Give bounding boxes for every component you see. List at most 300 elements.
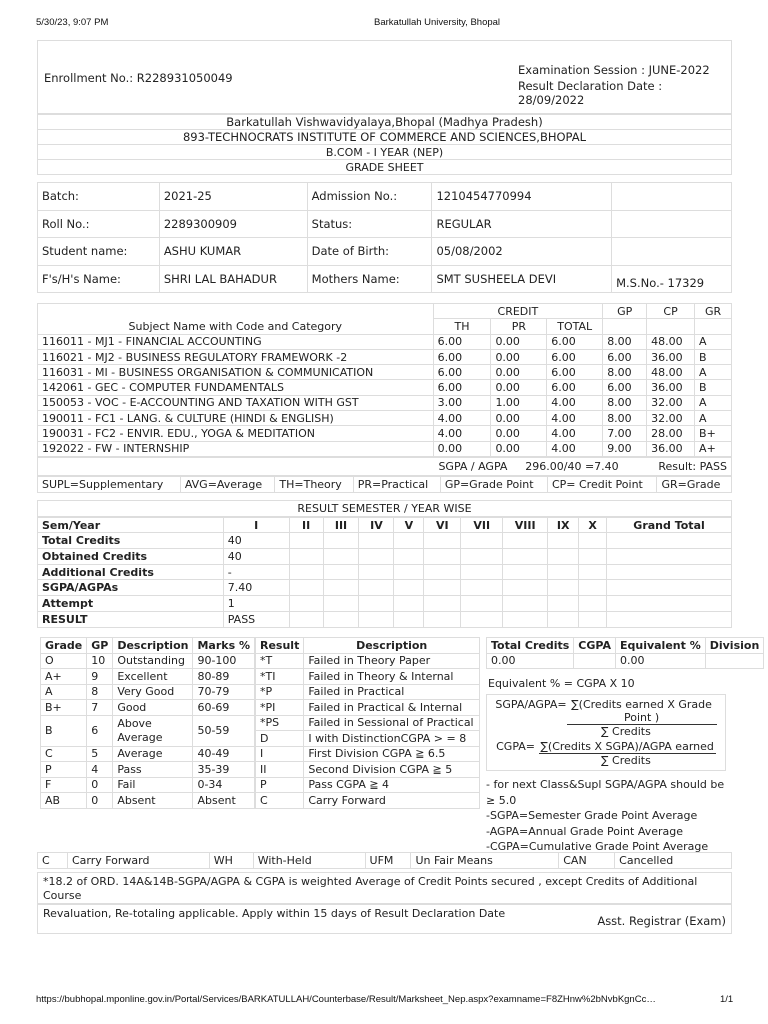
sem-row-empty (461, 596, 503, 612)
grade-cell: 9 (87, 669, 113, 685)
sem-row-i: 1 (223, 596, 289, 612)
declaration-date: Result Declaration Date : 28/09/2022 (518, 79, 663, 107)
revaluation-note: Revaluation, Re-totaling applicable. Apply within 15 days of Result Declaration Date (43, 907, 506, 920)
grade-cell: Very Good (113, 684, 193, 700)
cgpa-formula-lhs: CGPA= (496, 740, 539, 753)
grade-cell: Fail (113, 777, 193, 793)
sem-header-cell: III (323, 517, 359, 533)
sem-row-empty (323, 549, 359, 565)
sem-row-empty (503, 564, 548, 580)
cp-header: CP (647, 304, 695, 319)
subject-pr: 1.00 (491, 395, 547, 410)
subject-name: 190011 - FC1 - LANG. & CULTURE (HINDI & ENGLISH) (38, 411, 434, 426)
grade-cell: B+ (41, 700, 87, 716)
sem-row-empty (424, 611, 461, 627)
subject-row (38, 441, 732, 456)
sem-header-cell: X (579, 517, 607, 533)
sem-row-empty (424, 564, 461, 580)
subject-cp: 36.00 (647, 380, 695, 395)
subject-pr: 0.00 (491, 334, 547, 349)
sem-row (38, 580, 732, 596)
subject-gr: B (695, 380, 732, 395)
subject-name: 116021 - MJ2 - BUSINESS REGULATORY FRAMEWORK -2 (38, 349, 434, 364)
reval-box (37, 904, 732, 934)
grade-cell: 35-39 (193, 762, 255, 778)
result-cell: First Division CGPA ≧ 6.5 (304, 746, 480, 762)
abbrev-item: GR=Grade (657, 476, 732, 492)
grade-row (41, 777, 255, 793)
sem-header-cell: IX (548, 517, 579, 533)
sem-row-empty (579, 611, 607, 627)
grade-legend (40, 637, 250, 809)
sem-row-empty (579, 564, 607, 580)
sgpa-formula-denominator: ∑ Credits (601, 725, 651, 738)
sem-row-label: SGPA/AGPAs (38, 580, 224, 596)
sem-row-empty (289, 564, 323, 580)
result-cell: *PS (256, 715, 304, 731)
grade-row (41, 762, 255, 778)
sem-row-i: - (223, 564, 289, 580)
student-name-value: ASHU KUMAR (159, 238, 307, 266)
grade-cell: 0 (87, 777, 113, 793)
sem-row-empty (424, 596, 461, 612)
sem-row-empty (579, 580, 607, 596)
sem-row-empty (548, 533, 579, 549)
subject-row (38, 380, 732, 395)
subject-th: 6.00 (433, 334, 491, 349)
subject-gp: 9.00 (603, 441, 647, 456)
sem-row-empty (359, 611, 394, 627)
sem-header-cell: VI (424, 517, 461, 533)
mother-label: Mothers Name: (307, 265, 432, 293)
subject-gp: 6.00 (603, 349, 647, 364)
admission-label: Admission No.: (307, 183, 432, 211)
subject-total: 4.00 (547, 426, 603, 441)
result-cell: *TI (256, 669, 304, 685)
code-cell: WH (209, 853, 253, 869)
sem-row-empty (607, 611, 732, 627)
grade-header-cell: Marks % (193, 638, 255, 654)
grade-row (41, 715, 255, 746)
subject-gp: 8.00 (603, 334, 647, 349)
grade-cell: 80-89 (193, 669, 255, 685)
grade-cell: Excellent (113, 669, 193, 685)
grade-cell: Good (113, 700, 193, 716)
grade-cell: 5 (87, 746, 113, 762)
sem-row-empty (548, 580, 579, 596)
subject-gr: B+ (695, 426, 732, 441)
sem-row-empty (461, 564, 503, 580)
grade-row (41, 700, 255, 716)
sem-header-cell: V (394, 517, 424, 533)
sem-row-empty (359, 533, 394, 549)
gr-header: GR (695, 304, 732, 319)
grade-cell: C (41, 746, 87, 762)
grade-header-cell: Description (113, 638, 193, 654)
sem-row-empty (607, 596, 732, 612)
sgpa-formula-lhs: SGPA/AGPA= (495, 698, 567, 711)
sem-row-label: Attempt (38, 596, 224, 612)
sem-row-empty (424, 549, 461, 565)
cgpa-header-cell: Equivalent % (615, 638, 705, 654)
result-cell: C (256, 793, 304, 809)
sem-row-empty (323, 580, 359, 596)
code-cell: Un Fair Means (411, 853, 559, 869)
sem-row-empty (359, 596, 394, 612)
admission-value: 1210454770994 (432, 183, 612, 211)
sem-row-empty (424, 533, 461, 549)
result-cell: Failed in Theory Paper (304, 653, 480, 669)
subject-gp: 7.00 (603, 426, 647, 441)
grade-cell: A (41, 684, 87, 700)
cgpa-note: - for next Class&Supl SGPA/AGPA should be ≥ 5.0 (486, 778, 725, 807)
pr-header: PR (491, 319, 547, 334)
result-cell: Failed in Practical & Internal (304, 700, 480, 716)
grade-cell: 7 (87, 700, 113, 716)
subject-pr: 0.00 (491, 426, 547, 441)
subject-gp: 8.00 (603, 411, 647, 426)
sem-row-empty (548, 596, 579, 612)
result-cell: Failed in Theory & Internal (304, 669, 480, 685)
subject-total: 6.00 (547, 365, 603, 380)
grade-cell: 8 (87, 684, 113, 700)
result-cell: I with DistinctionCGPA > = 8 (304, 731, 480, 747)
sem-row-empty (289, 549, 323, 565)
roll-label: Roll No.: (38, 210, 160, 238)
subject-gp: 8.00 (603, 365, 647, 380)
status-value: REGULAR (432, 210, 612, 238)
sem-row-empty (461, 533, 503, 549)
university-name: Barkatullah Vishwavidyalaya,Bhopal (Madhya Pradesh) (38, 115, 732, 130)
sem-row (38, 549, 732, 565)
sem-header-cell: IV (359, 517, 394, 533)
grade-cell: Pass (113, 762, 193, 778)
subject-name: 192022 - FW - INTERNSHIP (38, 441, 434, 456)
sem-row (38, 611, 732, 627)
sem-row-label: Obtained Credits (38, 549, 224, 565)
titles-block (37, 114, 732, 175)
subject-pr: 0.00 (491, 411, 547, 426)
sem-row-label: Total Credits (38, 533, 224, 549)
result-cell: Failed in Practical (304, 684, 480, 700)
sem-row-empty (323, 611, 359, 627)
grade-cell: 4 (87, 762, 113, 778)
cgpa-value-cell: 0.00 (487, 653, 574, 669)
roll-value: 2289300909 (159, 210, 307, 238)
subject-row (38, 395, 732, 410)
subject-total: 6.00 (547, 334, 603, 349)
father-value: SHRI LAL BAHADUR (159, 265, 307, 293)
cgpa-note: -AGPA=Annual Grade Point Average (486, 824, 684, 838)
print-url: https://bubhopal.mponline.gov.in/Portal/Services/BARKATULLAH/Counterbase/Result/Marksheet_Nep.aspx?examname=F8ZHnw%2bNvbKgnCc… (36, 994, 656, 1005)
cgpa-value-cell (705, 653, 764, 669)
result-header-cell: Description (304, 638, 480, 654)
course-name: B.COM - I YEAR (NEP) (38, 145, 732, 160)
sem-row-empty (289, 596, 323, 612)
abbrev-item: SUPL=Supplementary (38, 476, 181, 492)
sem-row-empty (579, 596, 607, 612)
sem-row-empty (394, 549, 424, 565)
cgpa-note: -SGPA=Semester Grade Point Average (486, 809, 698, 822)
sem-header-cell: VII (461, 517, 503, 533)
student-info (37, 182, 732, 293)
sem-row-empty (323, 596, 359, 612)
grade-cell: 60-69 (193, 700, 255, 716)
dob-value: 05/08/2002 (432, 238, 612, 266)
sgpa-formula-numerator: ∑(Credits earned X Grade Point ) (567, 698, 717, 725)
sgpa-label: SGPA / AGPA (434, 457, 511, 475)
cgpa-formula-denominator: ∑ Credits (601, 754, 651, 767)
result-row (256, 700, 480, 716)
sem-row-empty (548, 549, 579, 565)
grade-cell: O (41, 653, 87, 669)
subject-name: 142061 - GEC - COMPUTER FUNDAMENTALS (38, 380, 434, 395)
subject-th: 6.00 (433, 380, 491, 395)
sem-row-empty (503, 533, 548, 549)
subject-gr: A (695, 334, 732, 349)
student-name-label: Student name: (38, 238, 160, 266)
bottom-codes (37, 852, 732, 869)
subject-gr: A (695, 411, 732, 426)
sem-row-empty (548, 564, 579, 580)
sem-row-empty (503, 611, 548, 627)
formula-box (486, 694, 726, 771)
sem-row-empty (424, 580, 461, 596)
sem-row-label: RESULT (38, 611, 224, 627)
cgpa-value-cell: 0.00 (615, 653, 705, 669)
equivalent-formula: Equivalent % = CGPA X 10 (488, 677, 635, 690)
result-cell: *P (256, 684, 304, 700)
subject-th: 6.00 (433, 349, 491, 364)
sem-row-empty (289, 533, 323, 549)
grade-cell: 6 (87, 715, 113, 746)
sem-row-empty (323, 564, 359, 580)
sem-row-empty (461, 549, 503, 565)
result-cell: Carry Forward (304, 793, 480, 809)
batch-value: 2021-25 (159, 183, 307, 211)
grade-cell: Absent (113, 793, 193, 809)
sem-row-empty (394, 611, 424, 627)
sem-row-i: 40 (223, 549, 289, 565)
sem-row-i: 40 (223, 533, 289, 549)
sem-row-empty (461, 580, 503, 596)
grade-row (41, 684, 255, 700)
subject-cp: 28.00 (647, 426, 695, 441)
result-cell: Second Division CGPA ≧ 5 (304, 762, 480, 778)
mother-value: SMT SUSHEELA DEVI (432, 265, 612, 293)
result-cell: II (256, 762, 304, 778)
subject-gr: A+ (695, 441, 732, 456)
subject-name-header: Subject Name with Code and Category (38, 319, 434, 334)
subject-name: 116031 - MI - BUSINESS ORGANISATION & COMMUNICATION (38, 365, 434, 380)
sem-row-empty (289, 611, 323, 627)
print-page-count: 1/1 (720, 994, 734, 1005)
sem-row-empty (323, 533, 359, 549)
grade-cell: P (41, 762, 87, 778)
college-name: 893-TECHNOCRATS INSTITUTE OF COMMERCE AND SCIENCES,BHOPAL (38, 130, 732, 145)
cgpa-notes (486, 777, 726, 855)
result-row (256, 777, 480, 793)
grade-cell: Above Average (113, 715, 193, 746)
abbrev-item: AVG=Average (180, 476, 275, 492)
sem-row-empty (607, 580, 732, 596)
subject-name: 116011 - MJ1 - FINANCIAL ACCOUNTING (38, 334, 434, 349)
sem-row-empty (394, 580, 424, 596)
sem-row-empty (503, 549, 548, 565)
cgpa-header-cell: CGPA (574, 638, 616, 654)
grade-cell: 10 (87, 653, 113, 669)
cgpa-header-cell: Division (705, 638, 764, 654)
sem-row-empty (503, 596, 548, 612)
subject-name: 190031 - FC2 - ENVIR. EDU., YOGA & MEDITATION (38, 426, 434, 441)
subject-cp: 36.00 (647, 349, 695, 364)
grade-cell: 40-49 (193, 746, 255, 762)
subject-cp: 32.00 (647, 411, 695, 426)
exam-session: Examination Session : JUNE-2022 (518, 63, 710, 77)
sem-row-i: PASS (223, 611, 289, 627)
result-legend (255, 637, 480, 809)
grade-cell: 50-59 (193, 715, 255, 746)
subject-cp: 48.00 (647, 334, 695, 349)
result-header-cell: Result (256, 638, 304, 654)
result-cell: D (256, 731, 304, 747)
cgpa-header-cell: Total Credits (487, 638, 574, 654)
sem-row-empty (607, 533, 732, 549)
sem-row-empty (394, 564, 424, 580)
sem-header-cell: VIII (503, 517, 548, 533)
total-header: TOTAL (547, 319, 603, 334)
sem-row-empty (548, 611, 579, 627)
subject-gr: B (695, 349, 732, 364)
result-row (256, 746, 480, 762)
result-row (256, 731, 480, 747)
sem-header-cell: II (289, 517, 323, 533)
subject-th: 3.00 (433, 395, 491, 410)
subject-th: 4.00 (433, 426, 491, 441)
grade-cell: AB (41, 793, 87, 809)
result-cell: *PI (256, 700, 304, 716)
ms-no: M.S.No.- 17329 (612, 265, 732, 293)
subject-gr: A (695, 365, 732, 380)
status-label: Status: (307, 210, 432, 238)
sgpa-value: 296.00/40 =7.40 (511, 457, 632, 475)
sem-row-empty (394, 596, 424, 612)
abbrev-item: GP=Grade Point (440, 476, 547, 492)
subject-row (38, 426, 732, 441)
subject-pr: 0.00 (491, 441, 547, 456)
grade-cell: B (41, 715, 87, 746)
grade-cell: F (41, 777, 87, 793)
sem-header-cell: Sem/Year (38, 517, 224, 533)
grade-cell: 90-100 (193, 653, 255, 669)
grade-row (41, 669, 255, 685)
result-row (256, 653, 480, 669)
sem-row-empty (289, 580, 323, 596)
sem-row (38, 564, 732, 580)
result-cell: Failed in Sessional of Practical (304, 715, 480, 731)
gp-header: GP (603, 304, 647, 319)
sem-row-empty (394, 533, 424, 549)
sem-row-label: Additional Credits (38, 564, 224, 580)
grade-cell: 0 (87, 793, 113, 809)
subject-th: 4.00 (433, 411, 491, 426)
subject-row (38, 411, 732, 426)
grade-cell: Outstanding (113, 653, 193, 669)
sem-row-empty (579, 549, 607, 565)
subject-th: 0.00 (433, 441, 491, 456)
sem-row-empty (607, 549, 732, 565)
cgpa-formula-numerator: ∑(Credits X SGPA)/AGPA earned (540, 740, 714, 753)
grade-sheet-title: GRADE SHEET (38, 160, 732, 175)
abbrev-item: CP= Credit Point (547, 476, 657, 492)
sem-header-cell: I (223, 517, 289, 533)
grade-row (41, 653, 255, 669)
subject-gp: 8.00 (603, 395, 647, 410)
subject-total: 6.00 (547, 380, 603, 395)
cgpa-note: -CGPA=Cumulative Grade Point Average (486, 840, 709, 853)
semester-title: RESULT SEMESTER / YEAR WISE (38, 501, 732, 517)
subject-row (38, 349, 732, 364)
grade-cell: Absent (193, 793, 255, 809)
result-row (256, 762, 480, 778)
ordinance-note: *18.2 of ORD. 14A&14B-SGPA/AGPA & CGPA is weighted Average of Credit Points secured , except Credits of Additional Course (37, 872, 732, 904)
code-cell: C (38, 853, 68, 869)
grade-header-cell: GP (87, 638, 113, 654)
grade-cell: A+ (41, 669, 87, 685)
subject-cp: 32.00 (647, 395, 695, 410)
credit-header: CREDIT (433, 304, 603, 319)
overall-result: Result: PASS (633, 457, 732, 475)
code-cell: With-Held (253, 853, 365, 869)
result-cell: *T (256, 653, 304, 669)
sem-row-empty (461, 611, 503, 627)
cgpa-value-cell (574, 653, 616, 669)
subject-th: 6.00 (433, 365, 491, 380)
subject-gr: A (695, 395, 732, 410)
result-row (256, 715, 480, 731)
dob-label: Date of Birth: (307, 238, 432, 266)
subject-pr: 0.00 (491, 349, 547, 364)
enrollment-no: Enrollment No.: R228931050049 (44, 71, 233, 85)
sem-row-i: 7.40 (223, 580, 289, 596)
subject-total: 4.00 (547, 411, 603, 426)
cgpa-block (486, 637, 760, 855)
sem-row-empty (579, 533, 607, 549)
top-info-box (37, 40, 732, 114)
batch-label: Batch: (38, 183, 160, 211)
abbrev-item: TH=Theory (275, 476, 353, 492)
sem-row-empty (359, 580, 394, 596)
code-cell: UFM (365, 853, 411, 869)
result-cell: I (256, 746, 304, 762)
subjects-table (37, 303, 732, 493)
subject-cp: 48.00 (647, 365, 695, 380)
th-header: TH (433, 319, 491, 334)
grade-row (41, 793, 255, 809)
sem-row-empty (607, 564, 732, 580)
sem-row (38, 596, 732, 612)
print-page-title: Barkatullah University, Bhopal (374, 17, 501, 28)
code-cell: Cancelled (615, 853, 732, 869)
grade-header-cell: Grade (41, 638, 87, 654)
subject-row (38, 334, 732, 349)
subject-total: 6.00 (547, 349, 603, 364)
result-row (256, 669, 480, 685)
sem-row-empty (503, 580, 548, 596)
sem-header-cell: Grand Total (607, 517, 732, 533)
code-cell: Carry Forward (67, 853, 209, 869)
subject-row (38, 365, 732, 380)
